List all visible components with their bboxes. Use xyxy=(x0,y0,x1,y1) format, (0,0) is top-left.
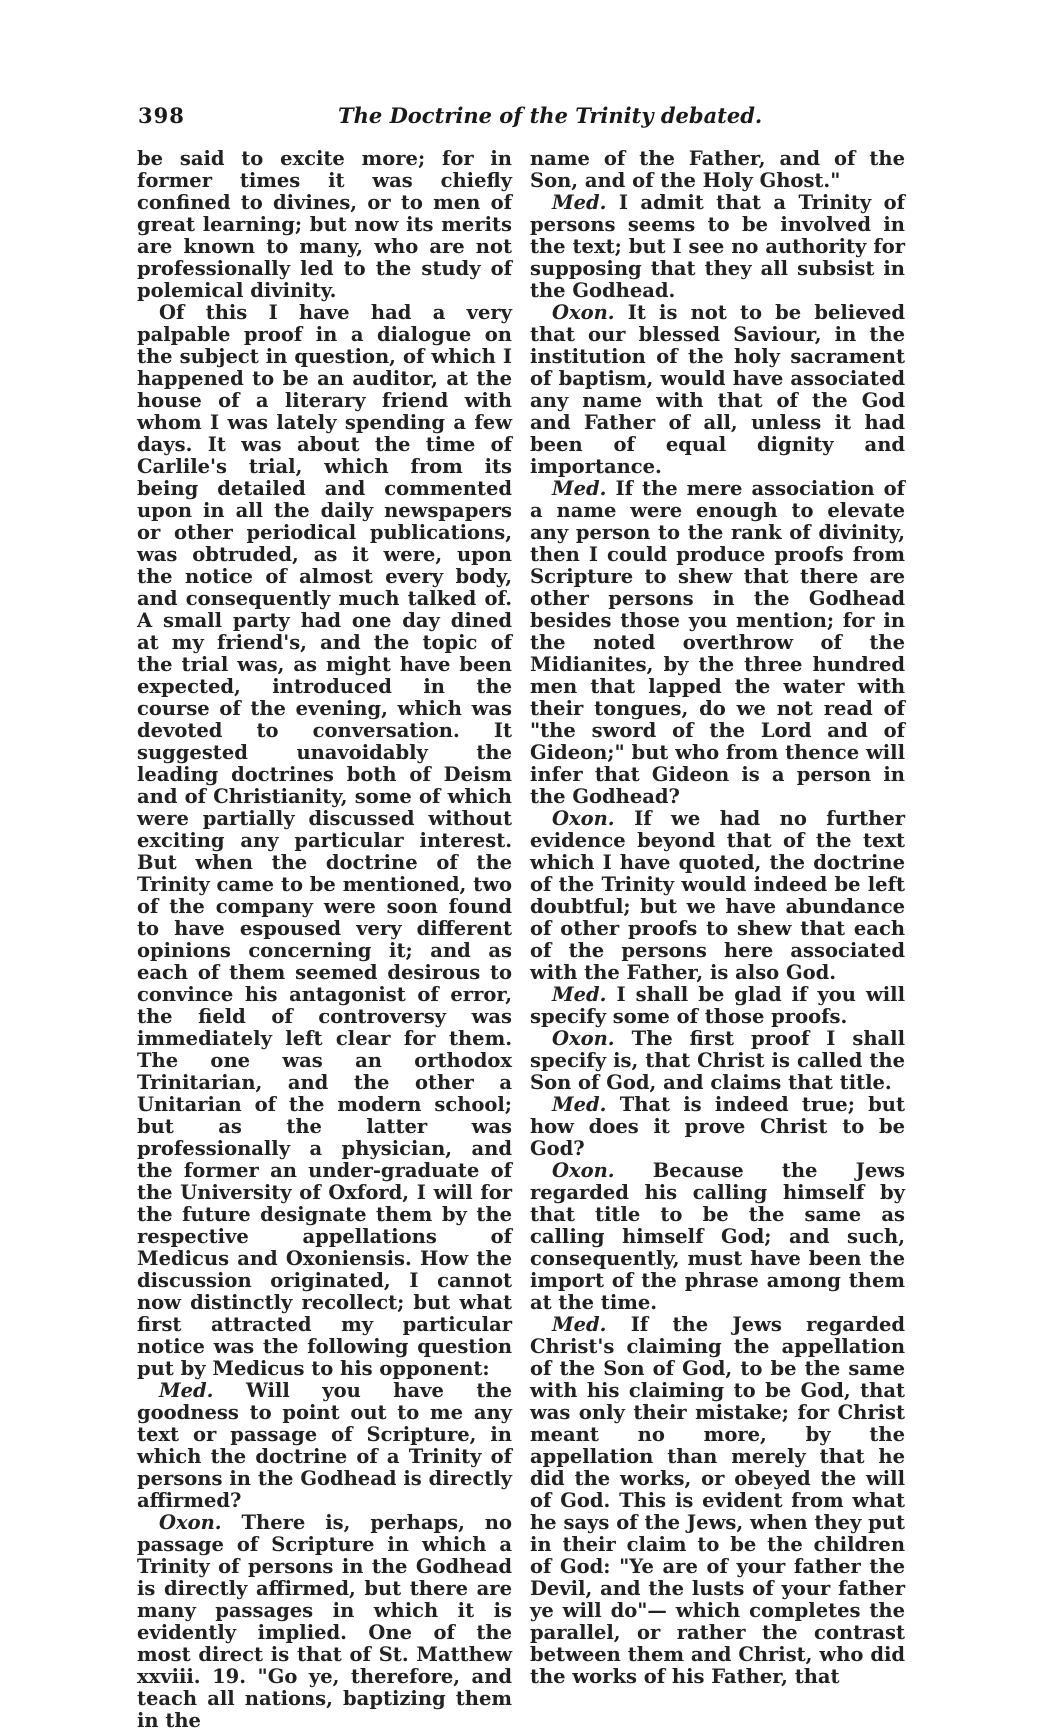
dialogue-text: That is indeed true; but how does it prove Christ to be God? xyxy=(530,1093,905,1160)
dialogue-line xyxy=(530,478,905,808)
dialogue-line xyxy=(530,1028,905,1094)
paragraph: name of the Father, and of the Son, and of the Holy Ghost." xyxy=(530,147,905,192)
speaker-label: Med. xyxy=(552,1093,607,1116)
dialogue-text: There is, perhaps, no passage of Scripture in which a Trinity of persons in the Godhead is directly affirmed, but there are many passages in which it is evidently implied. One of the most direct is that of St. Matthew xxviii. 19. "Go ye, therefore, and teach all nations, baptizing them in the xyxy=(137,1511,512,1732)
speaker-label: Med. xyxy=(159,1379,214,1402)
dialogue-line xyxy=(530,984,905,1028)
speaker-label: Oxon. xyxy=(159,1511,222,1534)
dialogue-line xyxy=(530,1314,905,1688)
paragraph: be said to excite more; for in former times it was chiefly confined to divines, or to men of great learning; but now its merits are known to many, who are not professionally led to the study of polemical divinity. xyxy=(137,147,512,302)
dialogue-text: The first proof I shall specify is, that Christ is called the Son of God, and claims that title. xyxy=(530,1027,905,1094)
speaker-label: Oxon. xyxy=(552,1027,615,1050)
right-column xyxy=(530,148,905,1688)
page-number: 398 xyxy=(138,103,185,128)
speaker-label: Oxon. xyxy=(552,807,615,830)
dialogue-text: Because the Jews regarded his calling himself by that title to be the same as calling himself God; and such, consequently, must have been the import of the phrase among them at the time. xyxy=(530,1159,905,1314)
dialogue-text: I admit that a Trinity of persons seems to be involved in the text; but I see no authority for supposing that they all subsist in the Godhead. xyxy=(530,191,905,302)
speaker-label: Med. xyxy=(552,477,607,500)
running-head: The Doctrine of the Trinity debated. xyxy=(338,103,763,128)
dialogue-text: If we had no further evidence beyond that of the text which I have quoted, the doctrine of the Trinity would indeed be left doubtful; but we have abundance of other proofs to shew that each of the persons here associated with the Father, is also God. xyxy=(530,807,905,984)
dialogue-line xyxy=(530,808,905,984)
speaker-label: Oxon. xyxy=(552,301,615,324)
dialogue-text: If the mere association of a name were enough to elevate any person to the rank of divinity, then I could produce proofs from Scripture to shew that there are other persons in the Godhead besides those you mention; for in the noted overthrow of the Midianites, by the three hundred men that lapped the water with their tongues, do we not read of "the sword of the Lord and of Gideon;" but who from thence will infer that Gideon is a person in the Godhead? xyxy=(530,477,906,808)
dialogue-line xyxy=(530,1160,905,1314)
left-column xyxy=(137,148,512,1732)
dialogue-line xyxy=(530,302,905,478)
dialogue-text: Will you have the goodness to point out to me any text or passage of Scripture, in which the doctrine of a Trinity of persons in the Godhead is directly affirmed? xyxy=(137,1379,512,1512)
page-header xyxy=(138,103,918,135)
speaker-label: Med. xyxy=(552,1313,607,1336)
dialogue-line xyxy=(530,1094,905,1160)
dialogue-text: If the Jews regarded Christ's claiming the appellation of the Son of God, to be the same with his claiming to be God, that was only their mistake; for Christ meant no more, by the appellation than merely that he did the works, or obeyed the will of God. This is evident from what he says of the Jews, when they put in their claim to be the children of God: "Ye are of your father the Devil, and the lusts of your father ye will do"— which completes the parallel, or rather the contrast between them and Christ, who did the works of his Father, that xyxy=(530,1313,905,1688)
dialogue-text: I shall be glad if you will specify some of those proofs. xyxy=(530,983,905,1028)
dialogue-line xyxy=(530,192,905,302)
dialogue-line xyxy=(137,1380,512,1512)
speaker-label: Med. xyxy=(552,191,607,214)
speaker-label: Oxon. xyxy=(552,1159,615,1182)
paragraph: Of this I have had a very palpable proof in a dialogue on the subject in question, of which I happened to be an auditor, at the house of a literary friend with whom I was lately spending a few days. It was about the time of Carlile's trial, which from its being detailed and commented upon in all the daily newspapers or other periodical publications, was obtruded, as it were, upon the notice of almost every body, and consequently much talked of. A small party had one day dined at my friend's, and the topic of the trial was, as might have been expected, introduced in the course of the evening, which was devoted to conversation. It suggested unavoidably the leading doctrines both of Deism and of Christianity, some of which were partially discussed without exciting any particular interest. But when the doctrine of the Trinity came to be mentioned, two of the company were soon found to have espoused very different opinions concerning it; and as each of them seemed desirous to convince his antagonist of error, the field of controversy was immediately left clear for them. The one was an orthodox Trinitarian, and the other a Unitarian of the modern school; but as the latter was professionally a physician, and the former an under-graduate of the University of Oxford, I will for the future designate them by the respective appellations of Medicus and Oxoniensis. How the discussion originated, I cannot now distinctly recollect; but what first attracted my particular notice was the following question put by Medicus to his opponent: xyxy=(137,301,512,1380)
dialogue-text: It is not to be believed that our blessed Saviour, in the institution of the holy sacrament of baptism, would have associated any name with that of the God and Father of all, unless it had been of equal dignity and importance. xyxy=(530,301,905,478)
speaker-label: Med. xyxy=(552,983,607,1006)
dialogue-line xyxy=(137,1512,512,1732)
